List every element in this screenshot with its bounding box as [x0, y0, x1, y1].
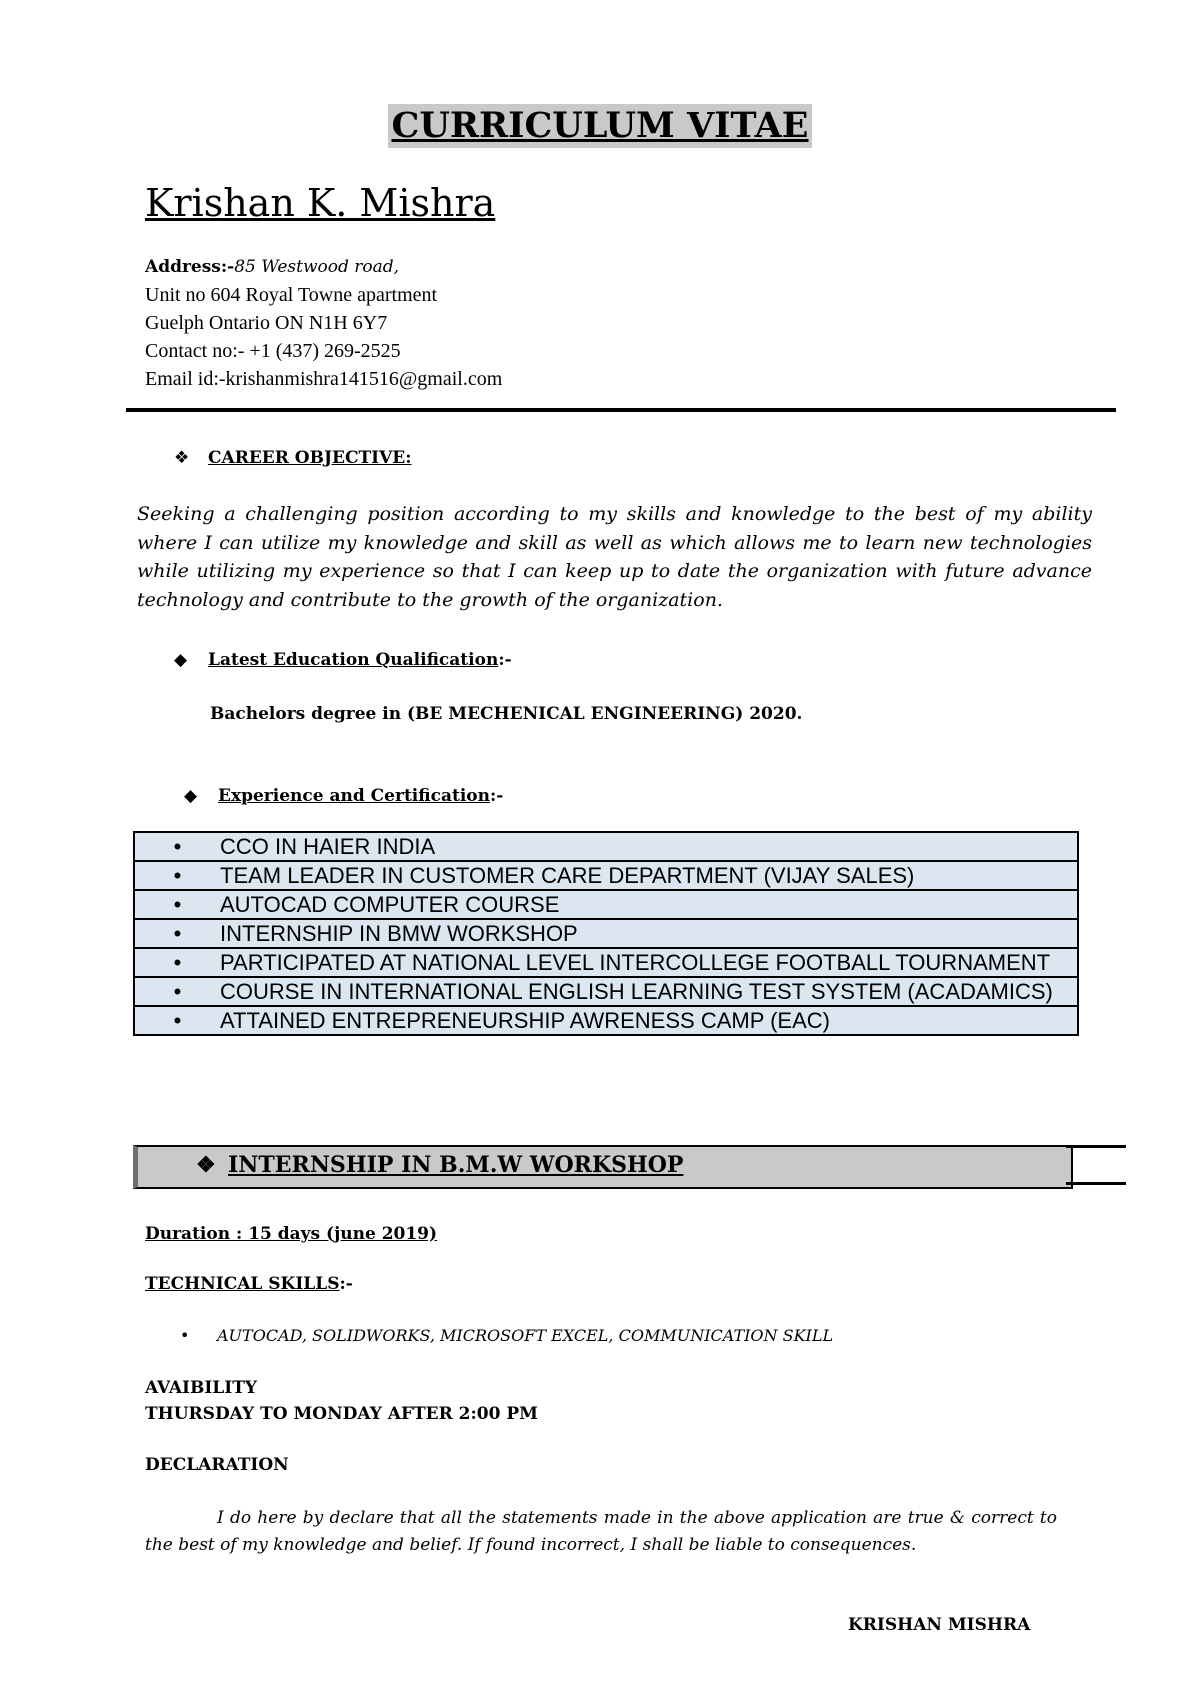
- bullet-icon: •: [173, 863, 182, 888]
- title-block: [0, 104, 1200, 148]
- technical-skills-heading: [145, 1272, 353, 1296]
- banner-rule-bottom: [1066, 1182, 1126, 1185]
- table-row: [134, 861, 1078, 890]
- career-objective-label: CAREER OBJECTIVE:: [208, 448, 412, 468]
- career-objective-heading: [174, 446, 412, 470]
- header-divider: [126, 408, 1116, 412]
- education-label: Latest Education Qualification: [208, 650, 499, 670]
- bullet-icon: •: [173, 1008, 182, 1033]
- table-row: [134, 890, 1078, 919]
- diamond-icon: ◆: [174, 650, 188, 670]
- experience-item: PARTICIPATED AT NATIONAL LEVEL INTERCOLLEGE FOOTBALL TOURNAMENT: [220, 950, 1051, 975]
- contact-number: Contact no:- +1 (437) 269-2525: [145, 340, 401, 362]
- address-line3: Guelph Ontario ON N1H 6Y7: [145, 312, 388, 334]
- technical-skills-value: AUTOCAD, SOLIDWORKS, MICROSOFT EXCEL, COMMUNICATION SKILL: [217, 1326, 834, 1345]
- technical-skills-label: TECHNICAL SKILLS: [145, 1274, 340, 1294]
- experience-item: COURSE IN INTERNATIONAL ENGLISH LEARNING TEST SYSTEM (ACADAMICS): [220, 979, 1053, 1004]
- bullet-icon: •: [173, 892, 182, 917]
- internship-duration: Duration : 15 days (june 2019): [145, 1224, 438, 1244]
- career-objective-text: Seeking a challenging position according to my skills and knowledge to the best of my ability where I can utilize my knowledge and skill as well as which allows me to learn new technologies while utilizing my experience so that I can keep up to date the organization with future advance technology and contribute to the growth of the organization.: [137, 503, 1092, 611]
- page-title: CURRICULUM VITAE: [388, 104, 813, 148]
- bullet-icon: •: [173, 979, 182, 1004]
- declaration-text: I do here by declare that all the statements made in the above application are true & correct to the best of my knowledge and belief. If found incorrect, I shall be liable to consequences.: [145, 1508, 1057, 1555]
- signature-name: KRISHAN MISHRA: [848, 1615, 1031, 1635]
- banner-rule-top: [1066, 1145, 1126, 1148]
- four-diamond-icon: ❖: [196, 1152, 216, 1178]
- availability-value: THURSDAY TO MONDAY AFTER 2:00 PM: [145, 1404, 538, 1424]
- technical-skills-suffix: :-: [339, 1274, 353, 1294]
- bullet-icon: •: [173, 950, 182, 975]
- experience-item: INTERNSHIP IN BMW WORKSHOP: [220, 921, 578, 946]
- experience-label: Experience and Certification: [218, 786, 490, 806]
- bullet-icon: •: [180, 1326, 190, 1345]
- internship-label: INTERNSHIP IN B.M.W WORKSHOP: [228, 1152, 684, 1178]
- availability-heading: AVAIBILITY: [145, 1378, 257, 1398]
- candidate-name: Krishan K. Mishra: [145, 181, 496, 225]
- bullet-icon: •: [173, 921, 182, 946]
- experience-label-suffix: :-: [490, 786, 504, 806]
- table-row: [134, 1006, 1078, 1035]
- table-row: [134, 832, 1078, 861]
- email-address: Email id:-krishanmishra141516@gmail.com: [145, 368, 503, 390]
- technical-skills-list: [180, 1324, 833, 1348]
- address-label: Address:-: [145, 257, 235, 277]
- education-label-suffix: :-: [498, 650, 512, 670]
- four-diamond-icon: ❖: [174, 448, 190, 468]
- address-line1: 85 Westwood road,: [234, 257, 400, 277]
- table-row: [134, 977, 1078, 1006]
- experience-item: TEAM LEADER IN CUSTOMER CARE DEPARTMENT (VIJAY SALES): [220, 863, 915, 888]
- address-line2: Unit no 604 Royal Towne apartment: [145, 284, 438, 306]
- experience-item: ATTAINED ENTREPRENEURSHIP AWRENESS CAMP (EAC): [220, 1008, 830, 1033]
- declaration-heading: DECLARATION: [145, 1455, 289, 1475]
- bullet-icon: •: [173, 834, 182, 859]
- address-block: [145, 252, 502, 393]
- table-row: [134, 919, 1078, 948]
- education-heading: [174, 648, 512, 672]
- experience-item: AUTOCAD COMPUTER COURSE: [220, 892, 560, 917]
- diamond-icon: ◆: [184, 786, 198, 806]
- table-row: [134, 948, 1078, 977]
- education-value: Bachelors degree in (BE MECHENICAL ENGINEERING) 2020.: [210, 704, 803, 724]
- experience-heading: [184, 784, 503, 808]
- internship-heading: [196, 1150, 683, 1180]
- experience-item: CCO IN HAIER INDIA: [220, 834, 436, 859]
- experience-table: [133, 831, 1079, 1036]
